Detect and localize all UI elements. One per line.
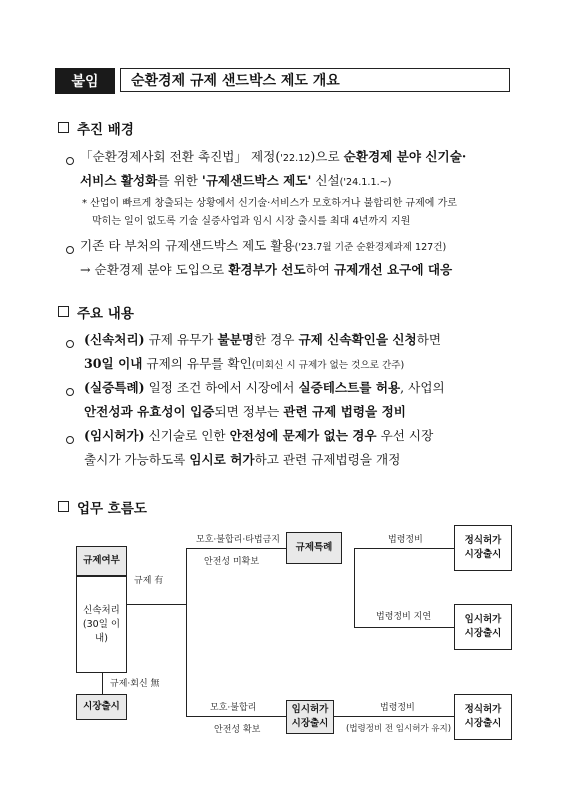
- small-text: (미회신 시 규제가 없는 것으로 간주): [251, 360, 405, 371]
- connector-line: [186, 716, 286, 717]
- circle-bullet-icon: [66, 246, 74, 254]
- background-item2-line1: [80, 234, 446, 260]
- page-title: 순환경제 규제 샌드박스 제도 개요: [120, 68, 510, 92]
- attachment-tag: 붙임: [55, 68, 115, 94]
- label-regulation-yes: 규제 有: [134, 576, 164, 586]
- text: 일정 조건 하에서 시장에서: [144, 380, 299, 395]
- contents-item1-line1: [84, 328, 441, 352]
- market-release-box: 시장출시: [76, 694, 127, 720]
- contents-item3-line2: [84, 448, 400, 472]
- contents-item2-line2: [84, 400, 406, 424]
- regulation-check-box: 규제여부: [76, 546, 127, 576]
- text: 되면 정부는: [214, 404, 284, 419]
- temporary-permit-box: [286, 700, 334, 734]
- box-label: 정식허가: [464, 704, 502, 715]
- bold-text: 실증테스트를 허용: [298, 380, 401, 395]
- section-title: 추진 배경: [77, 122, 134, 138]
- square-bullet-icon: [58, 122, 69, 133]
- bold-text: 환경부가 선도: [228, 262, 306, 277]
- label-law-revision-2: 법령정비: [380, 703, 415, 713]
- text: , 사업의: [400, 380, 445, 395]
- bold-text: 규제 신속확인을 신청: [298, 332, 417, 347]
- item-tag: (신속처리): [84, 332, 145, 347]
- label-law-revision-1: 법령정비: [388, 535, 423, 545]
- bold-text: 안전성에 문제가 없는 경우: [229, 428, 377, 443]
- connector-line: [186, 548, 187, 716]
- text: 한 경우: [253, 332, 299, 347]
- text: 규제 유무가: [144, 332, 218, 347]
- label-regulation-none: 규제·회신 無: [110, 679, 160, 689]
- connector-line: [354, 548, 355, 628]
- item-tag: (실증특례): [84, 380, 145, 395]
- text: → 순환경제 분야 도입으로: [80, 262, 229, 277]
- label-temp-permit-maintained: (법령정비 전 임시허가 유지): [346, 724, 452, 734]
- section-title: 업무 흐름도: [77, 501, 147, 517]
- label-law-delay: 법령정비 지연: [376, 612, 432, 622]
- background-note-line1: * 산업이 빠르게 창출되는 상황에서 신기술·서비스가 모호하거나 불합리한 규제에 가로: [82, 198, 457, 209]
- box-label: (30일 이내): [82, 618, 121, 644]
- section-flow-heading: [58, 497, 147, 517]
- background-item1-line1: [80, 145, 466, 171]
- circle-bullet-icon: [66, 388, 74, 396]
- text: 기존 타 부처의 규제샌드박스 제도 활용: [80, 238, 295, 253]
- date: ('24.1.1.~): [339, 177, 392, 188]
- official-permit-box-1: [454, 525, 512, 571]
- text: 를 위한: [157, 173, 202, 188]
- item-tag: (임시허가): [84, 428, 145, 443]
- date: '22.12: [280, 153, 311, 164]
- bold-text: 서비스 활성화: [80, 173, 158, 188]
- circle-bullet-icon: [66, 436, 74, 444]
- box-label: 시장출시: [291, 718, 329, 729]
- box-label: 정식허가: [464, 535, 502, 546]
- text: 규제의 유무를 확인: [142, 356, 252, 371]
- box-label: 시장출시: [464, 718, 502, 729]
- temporary-permit-box-2: [454, 604, 512, 650]
- text: 하면: [416, 332, 442, 347]
- bold-text: 순환경제 분야 신기술·: [343, 149, 467, 164]
- bold-text: '규제샌드박스 제도': [201, 173, 312, 188]
- text: 출시가 가능하도록: [84, 452, 190, 467]
- connector-line: [354, 548, 454, 549]
- connector-line: [333, 716, 454, 717]
- label-ambiguous-bottom: 모호·불합리: [210, 703, 257, 713]
- section-title: 주요 내용: [77, 306, 134, 322]
- connector-line: [354, 627, 454, 628]
- text: 하여: [305, 262, 334, 277]
- section-background-heading: [58, 118, 134, 138]
- text: )으로: [310, 149, 344, 164]
- box-label: 시장출시: [464, 549, 502, 560]
- square-bullet-icon: [58, 501, 69, 512]
- official-permit-box-2: [454, 694, 512, 740]
- box-label: 임시허가: [464, 614, 502, 625]
- text: 우선 시장: [376, 428, 434, 443]
- section-contents-heading: [58, 302, 134, 322]
- circle-bullet-icon: [66, 157, 74, 165]
- label-safety-secured: 안전성 확보: [214, 725, 261, 735]
- small-text: ('23.7월 기준 순환경제과제 127건): [294, 242, 447, 253]
- bold-text: 규제개선 요구에 대응: [333, 262, 453, 277]
- connector-line: [186, 548, 286, 549]
- box-label: 신속처리: [83, 604, 120, 616]
- contents-item2-line1: [84, 376, 445, 400]
- bold-text: 불분명: [217, 332, 254, 347]
- connector-line: [126, 604, 186, 605]
- background-item1-line2: [80, 169, 391, 195]
- box-label: 임시허가: [291, 704, 329, 715]
- text: 「순환경제사회 전환 촉진법」 제정(: [80, 149, 281, 164]
- background-item2-line2: [80, 258, 452, 282]
- contents-item3-line1: [84, 424, 433, 448]
- text: 하고 관련 규제법령을 개정: [254, 452, 401, 467]
- square-bullet-icon: [58, 306, 69, 317]
- text: 신기술로 인한: [144, 428, 230, 443]
- bold-text: 안전성과 유효성이 입증: [84, 404, 215, 419]
- background-note-line2: 막히는 일이 없도록 기술 실증사업과 임시 시장 출시를 최대 4년까지 지원: [92, 216, 411, 227]
- special-exemption-box: 규제특례: [286, 532, 342, 564]
- connector-line: [102, 672, 103, 694]
- bold-text: 관련 규제 법령을 정비: [283, 404, 406, 419]
- label-ambiguous-top: 모호·불합리·타법금지: [196, 535, 280, 545]
- label-safety-unsecured: 안전성 미확보: [204, 557, 260, 567]
- text: 신설: [311, 173, 340, 188]
- bold-text: 임시로 허가: [189, 452, 255, 467]
- bold-text: 30일 이내: [84, 356, 143, 371]
- circle-bullet-icon: [66, 340, 74, 348]
- contents-item1-line2: [84, 352, 404, 378]
- box-label: 시장출시: [464, 628, 502, 639]
- fast-processing-box: [76, 576, 127, 673]
